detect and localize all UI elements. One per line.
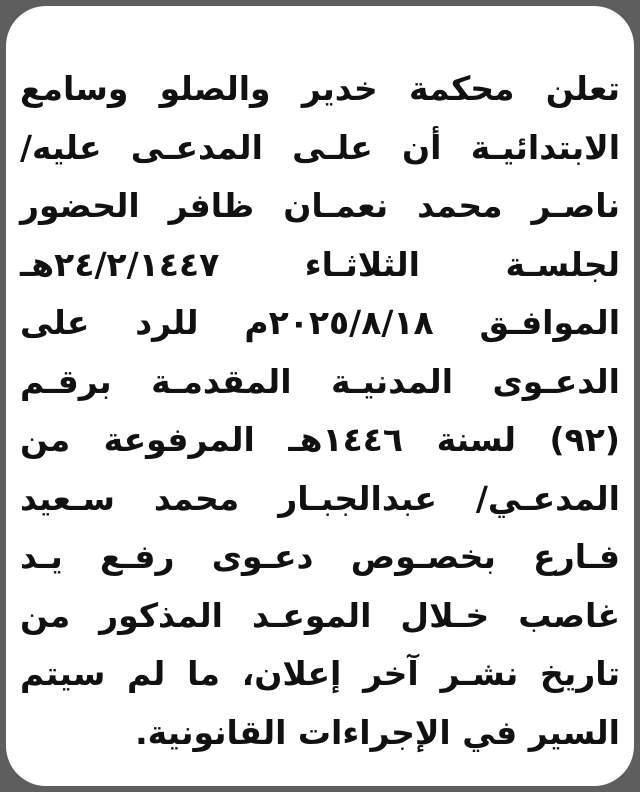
court-notice-text [20, 60, 620, 762]
notice-line-11: تاريخ نشـر آخر إعلان، ما لم سيتم [20, 654, 620, 693]
notice-line-12: السير في الإجراءات القانونية. [135, 712, 620, 752]
notice-line-2: الابتدائيـة أن علـى المدعـى عليه/ [20, 127, 620, 167]
notice-line-6: الدعـوى المدنيـة المقدمـة برقـم [20, 361, 620, 401]
notice-line-1: تعلن محكمة خدير والصلو وسامع [20, 69, 620, 108]
notice-line-10: غاصب خـلال الموعـد المذكور من [20, 595, 620, 635]
notice-line-8: المدعـي/ عبدالجبـار محمد سـعيد [20, 478, 620, 518]
notice-frame [6, 6, 634, 786]
notice-line-4: لجلسـة الثلاثـاء ٢٤/٢/١٤٤٧هـ [20, 244, 620, 284]
notice-line-5: الموافـق ٢٠٢٥/٨/١٨م للرد على [20, 303, 621, 342]
notice-line-3: ناصـر محمد نعمـان ظافر الحضور [20, 186, 620, 225]
notice-line-7: (٩٢) لسنة ١٤٤٦هـ المرفوعة من [20, 420, 620, 459]
notice-line-9: فـارع بخصـوص دعـوى رفـع يـد [20, 537, 620, 576]
